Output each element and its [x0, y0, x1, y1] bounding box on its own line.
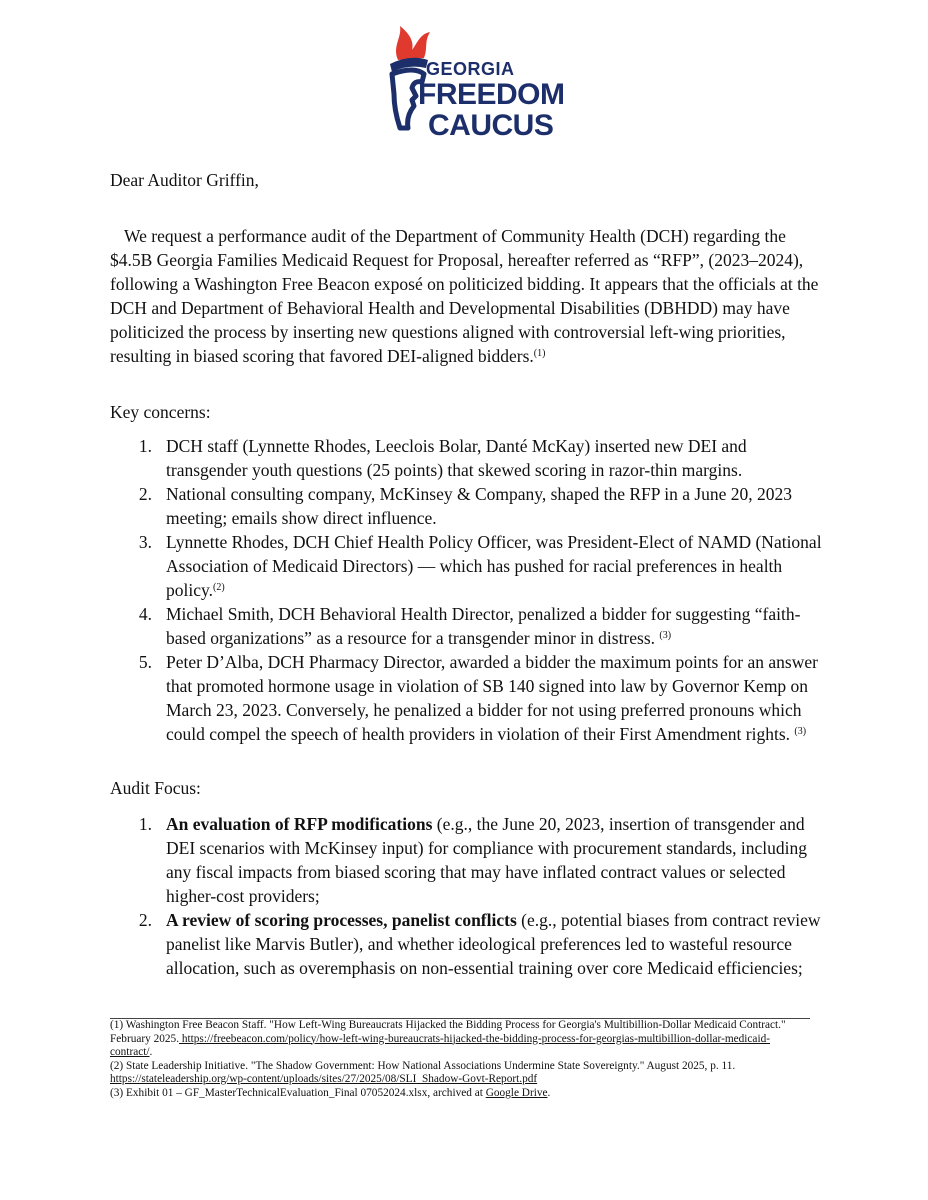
audit-focus-title: Audit Focus: [110, 778, 201, 798]
list-item [110, 434, 826, 482]
logo-line-3: CAUCUS [428, 109, 554, 142]
letter-body [110, 168, 826, 980]
logo-line-1: GEORGIA [426, 59, 515, 79]
footnote-3: (3) Exhibit 01 – GF_MasterTechnicalEvaluation_Final 07052024.xlsx, archived at Google Drive. [110, 1086, 551, 1099]
list-item-text: Michael Smith, DCH Behavioral Health Director, penalized a bidder for suggesting “faith-based organizations” as a resource for a transgender minor in distress. $^{(3)}$ [166, 604, 801, 648]
list-item-text: Peter D’Alba, DCH Pharmacy Director, awarded a bidder the maximum points for an answer that promoted hormone usage in violation of SB 140 signed into law by Governor Kemp on March 23, 2023. Conversely, he penalized a bidder for not using preferred pronouns which could compel the speech of health providers in violation of their First Amendment rights. $^{(3)}$ [166, 652, 818, 744]
list-item-text: DCH staff (Lynnette Rhodes, Leeclois Bolar, Danté McKay) inserted new DEI and transgender youth questions (25 points) that skewed scoring in razor-thin margins. [166, 436, 747, 480]
intro-footnote-ref: (1) [533, 348, 546, 359]
footnote-ref: (2) [212, 582, 225, 593]
list-item [110, 812, 826, 908]
list-item-number: 1. [138, 814, 152, 834]
footnote-3-link[interactable]: Google Drive [485, 1086, 548, 1099]
intro-paragraph [110, 224, 826, 368]
footnote-2-link[interactable]: https://stateleadership.org/wp-content/uploads/sites/27/2025/08/SLI_Shadow-Govt-Report.pdf [110, 1073, 538, 1085]
audit-focus-list [110, 812, 826, 980]
list-item [110, 530, 826, 602]
list-item-bold: An evaluation of RFP modifications [166, 814, 433, 834]
footnotes [110, 1018, 810, 1100]
georgia-freedom-caucus-logo [384, 24, 565, 144]
intro-text: We request a performance audit of the Department of Community Health (DCH) regarding the $4.5B Georgia Families Medicaid Request for Proposal, hereafter referred as “RFP”, (2023–2024), following a Washington Free Beacon exposé on politicized bidding. It appears that the officials at the DCH and Department of Behavioral Health and Developmental Disabilities (DBHDD) may have politicized the process by inserting new questions aligned with controversial left-wing priorities, resulting in biased scoring that favored DEI-aligned bidders. [110, 226, 819, 366]
list-item-number: 2. [138, 910, 152, 930]
list-item-number: 4. [138, 604, 152, 624]
footnote-ref: (3) [794, 726, 807, 737]
list-item-text: An evaluation of RFP modifications (e.g., the June 20, 2023, insertion of transgender and DEI scenarios with McKinsey input) for compliance with procurement standards, including any fiscal impacts from biased scoring that may have inflated contract values or selected higher-cost providers; [166, 814, 808, 906]
list-item-text: Lynnette Rhodes, DCH Chief Health Policy Officer, was President-Elect of NAMD (National Association of Medicaid Directors) — which has pushed for racial preferences in health policy.$^{(2)}$ [166, 532, 822, 600]
list-item [110, 650, 826, 746]
footnote-ref: (3) [659, 630, 672, 641]
list-item-bold: A review of scoring processes, panelist conflicts [166, 910, 517, 930]
key-concerns-title: Key concerns: [110, 402, 211, 422]
logo-line-2: FREEDOM [418, 78, 565, 111]
footnote-2: (2) State Leadership Initiative. "The Shadow Government: How National Associations Undermine State Sovereignty." August 2025, p. 11. https://stateleadership.org/wp-content/uploads/sites/27/2025/08/SLI_Shadow-Govt-Report.pdf [110, 1059, 736, 1085]
list-item-number: 1. [138, 436, 152, 456]
footnote-1: (1) Washington Free Beacon Staff. "How Left-Wing Bureaucrats Hijacked the Bidding Process for Georgia's Multibillion-Dollar Medicaid Contract." February 2025. https://freebeacon.com/policy/how-left-wing-bureaucrats-hijacked-the-bidding-process-for-georgias-multibillion-dollar-medicaid-contract/. [110, 1019, 786, 1058]
list-item [110, 602, 826, 650]
footnote-1-link[interactable]: https://freebeacon.com/policy/how-left-wing-bureaucrats-hijacked-the-bidding-process-for-georgias-multibillion-dollar-medicaid-contract/ [110, 1032, 770, 1058]
list-item-text: National consulting company, McKinsey & Company, shaped the RFP in a June 20, 2023 meeting; emails show direct influence. [166, 484, 793, 528]
list-item-number: 2. [138, 484, 152, 504]
list-item-number: 3. [138, 532, 152, 552]
list-item-number: 5. [138, 652, 152, 672]
list-item [110, 908, 826, 980]
list-item [110, 482, 826, 530]
list-item-text: A review of scoring processes, panelist conflicts (e.g., potential biases from contract review panelist like Marvis Butler), and whether ideological preferences led to wasteful resource allocation, such as overemphasis on non-essential training over core Medicaid efficiencies; [166, 910, 821, 978]
greeting: Dear Auditor Griffin, [110, 170, 259, 190]
key-concerns-list [110, 434, 826, 746]
